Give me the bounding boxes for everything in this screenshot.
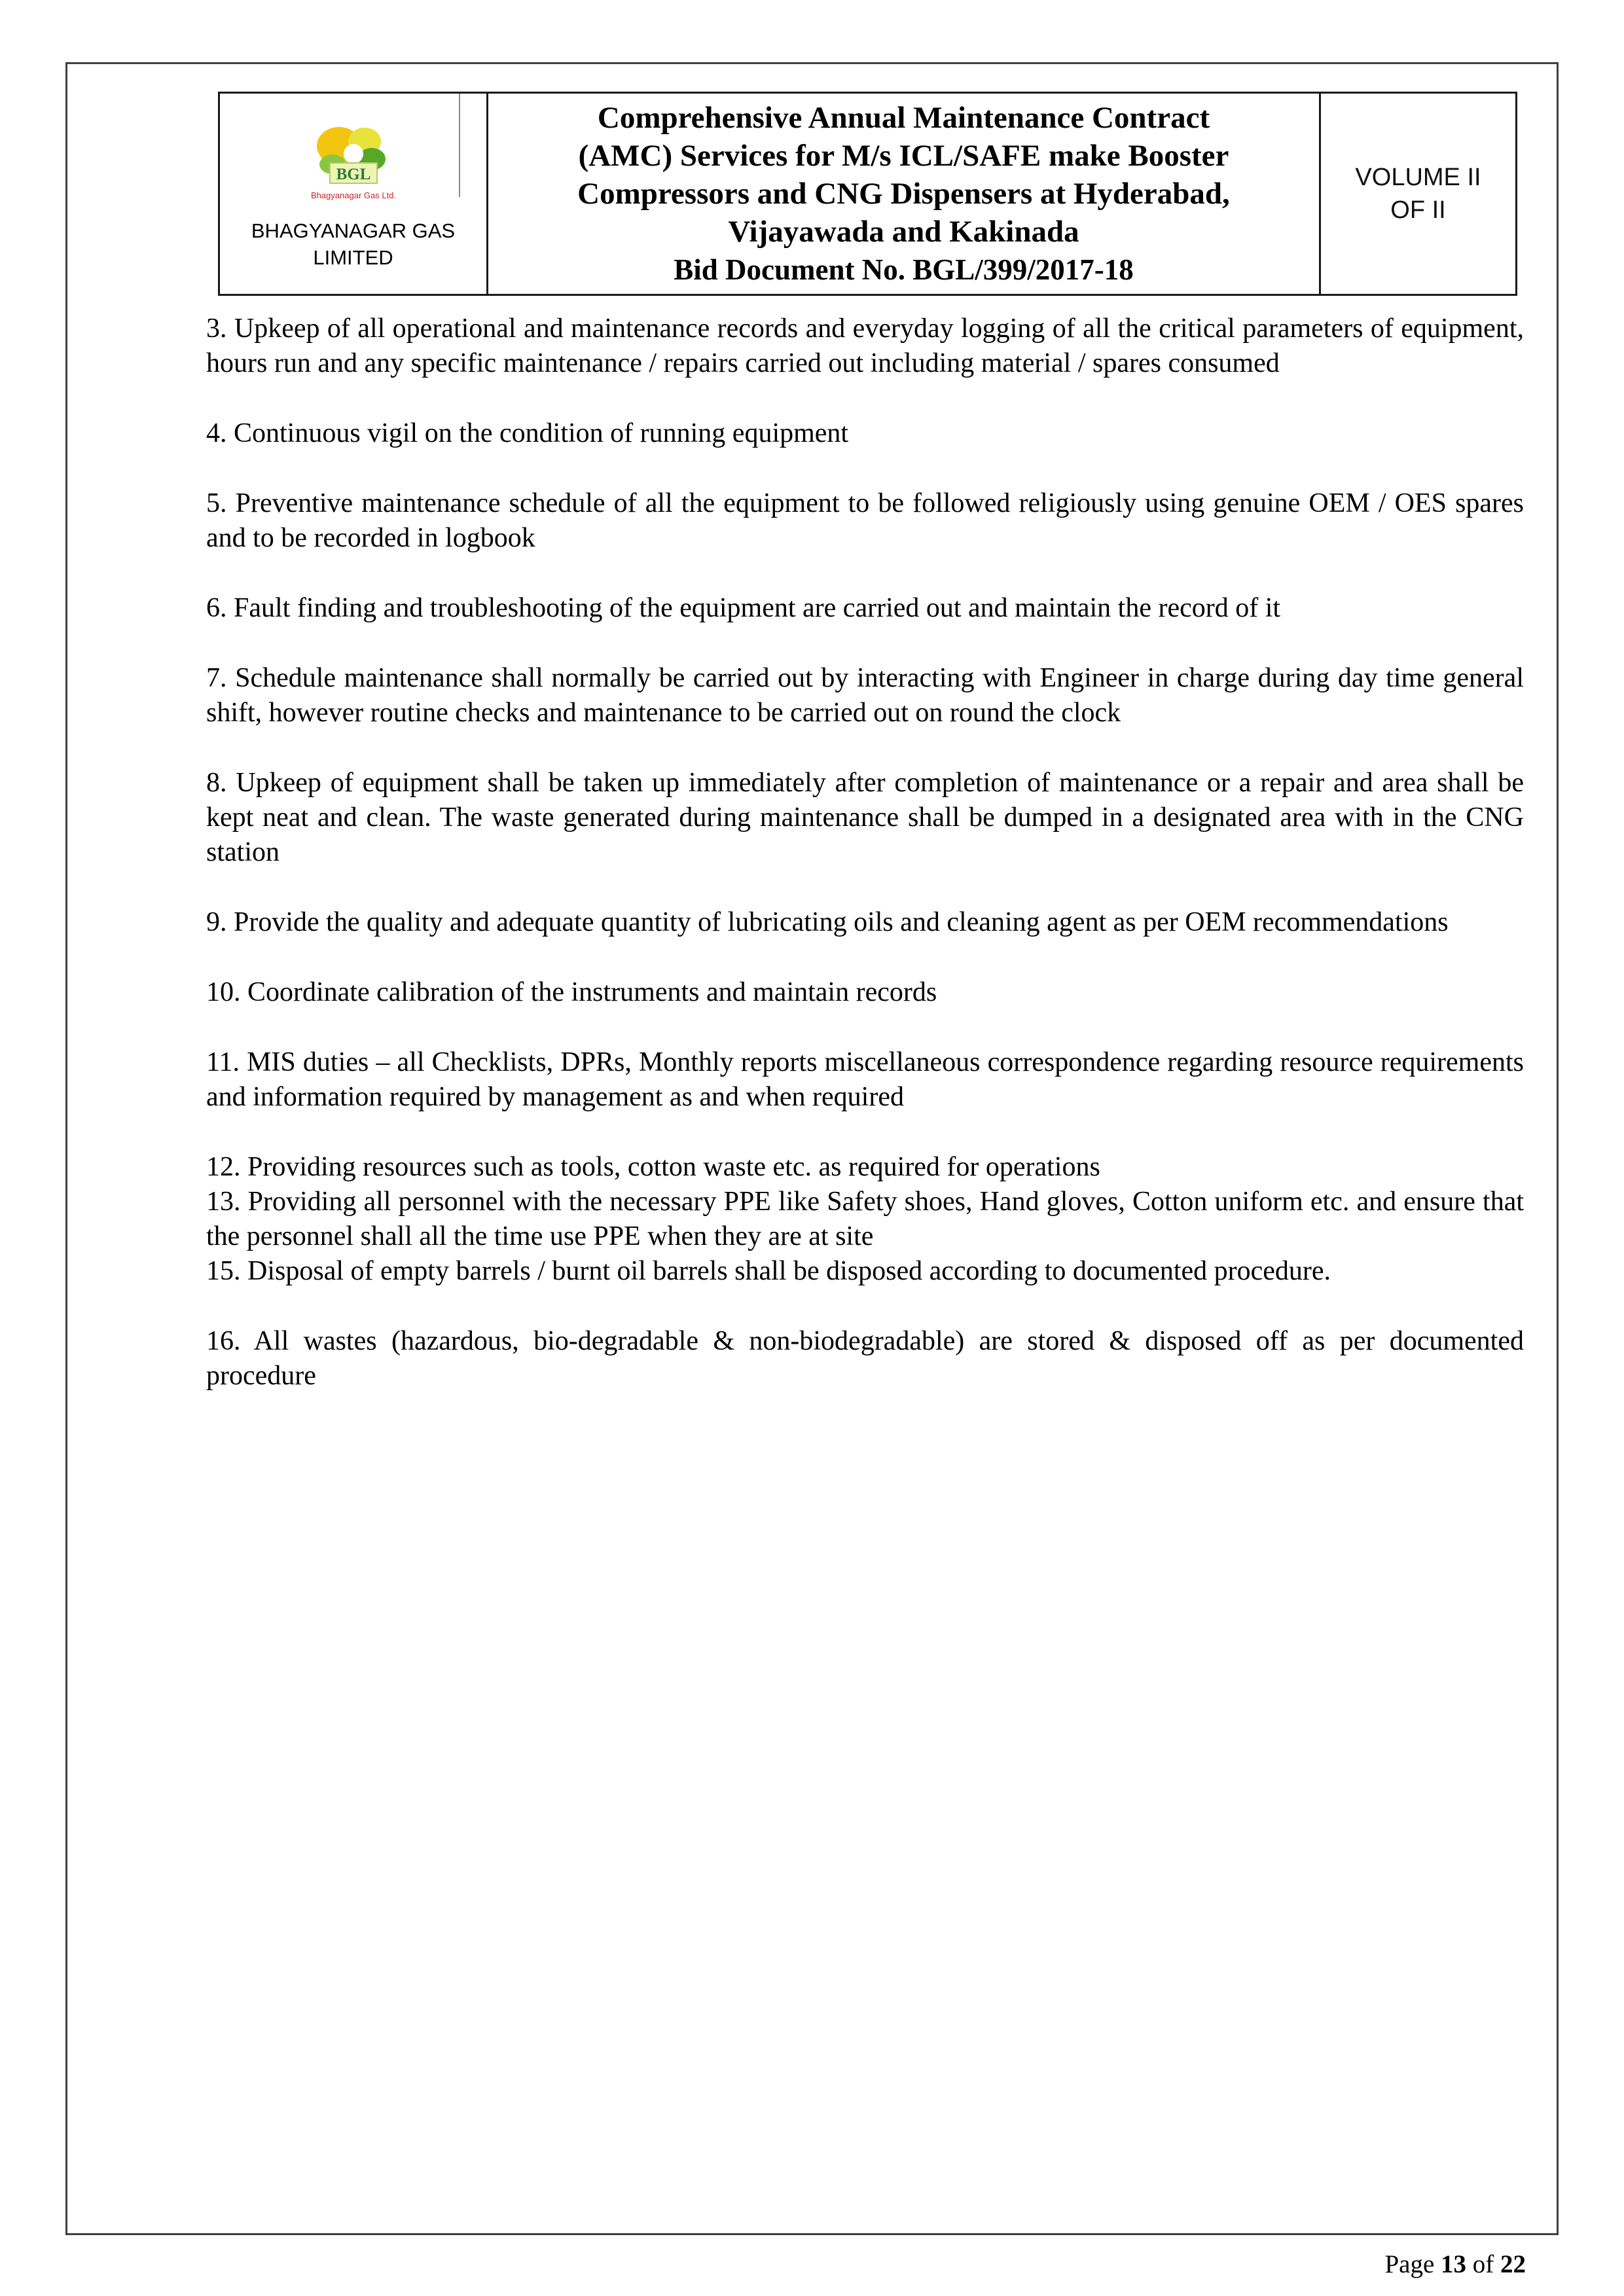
header-title-line: Vijayawada and Kakinada bbox=[728, 215, 1079, 249]
paragraph: 8. Upkeep of equipment shall be taken up immediately after completion of maintenance or a repair and area shall be kept neat and clean. The waste generated during maintenance shall be dumped in a designated area with in the CNG station bbox=[206, 768, 1524, 867]
page-border bbox=[65, 62, 1559, 2235]
paragraph: 12. Providing resources such as tools, cotton waste etc. as required for operations bbox=[206, 1152, 1100, 1182]
page-footer bbox=[1384, 2250, 1526, 2279]
org-name-line1: BHAGYANAGAR GAS bbox=[251, 219, 456, 242]
footer-page-total: 22 bbox=[1500, 2250, 1526, 2278]
org-name-line2: LIMITED bbox=[313, 246, 393, 269]
header-title-lines bbox=[500, 99, 1307, 251]
page-content bbox=[67, 64, 1557, 1393]
paragraph: 3. Upkeep of all operational and maintenance records and everyday logging of all the critical parameters of equipment, hours run and any specific maintenance / repairs carried out including material / spares consumed bbox=[206, 314, 1524, 378]
header-title-line: Comprehensive Annual Maintenance Contract bbox=[597, 101, 1210, 135]
paragraph: 15. Disposal of empty barrels / burnt oil barrels shall be disposed according to documented procedure. bbox=[206, 1256, 1331, 1286]
volume-line1: VOLUME II bbox=[1355, 164, 1481, 191]
logo-tagline: Bhagyanagar Gas Ltd. bbox=[310, 190, 396, 200]
volume-line2: OF II bbox=[1390, 196, 1446, 224]
paragraph: 7. Schedule maintenance shall normally be carried out by interacting with Engineer in charge during day time general shift, however routine checks and maintenance to be carried out on round the clock bbox=[206, 663, 1524, 728]
paragraph: 6. Fault finding and troubleshooting of the equipment are carried out and maintain the record of it bbox=[206, 593, 1281, 623]
header-logo-cell bbox=[219, 93, 488, 295]
body-paragraphs bbox=[206, 312, 1524, 1393]
header-title-cell bbox=[488, 93, 1320, 295]
bid-document-number: Bid Document No. BGL/399/2017-18 bbox=[674, 253, 1134, 286]
paragraph: 5. Preventive maintenance schedule of all the equipment to be followed religiously using genuine OEM / OES spares and to be recorded in logbook bbox=[206, 488, 1524, 553]
paragraph: 10. Coordinate calibration of the instruments and maintain records bbox=[206, 977, 937, 1007]
paragraph: 11. MIS duties – all Checklists, DPRs, Monthly reports miscellaneous correspondence regarding resource requirements and information required by management as and when required bbox=[206, 1047, 1524, 1112]
paragraph: 13. Providing all personnel with the necessary PPE like Safety shoes, Hand gloves, Cotton uniform etc. and ensure that the personnel shall all the time use PPE when they are at site bbox=[206, 1187, 1524, 1251]
footer-page-number: 13 bbox=[1441, 2250, 1466, 2278]
logo-divider bbox=[459, 94, 460, 197]
paragraph: 16. All wastes (hazardous, bio-degradable & non-biodegradable) are stored & disposed off as per documented procedure bbox=[206, 1326, 1524, 1391]
footer-label-of: of bbox=[1472, 2250, 1494, 2278]
header-title-line: (AMC) Services for M/s ICL/SAFE make Booster bbox=[578, 139, 1229, 173]
logo-monogram: BGL bbox=[336, 166, 370, 183]
paragraph: 9. Provide the quality and adequate quantity of lubricating oils and cleaning agent as per OEM recommendations bbox=[206, 907, 1449, 937]
header-table bbox=[218, 92, 1517, 296]
footer-label-page: Page bbox=[1384, 2250, 1435, 2278]
header-title-line: Compressors and CNG Dispensers at Hyderabad, bbox=[577, 177, 1230, 211]
company-logo-icon bbox=[297, 118, 410, 217]
header-volume-cell bbox=[1320, 93, 1517, 295]
paragraph: 4. Continuous vigil on the condition of running equipment bbox=[206, 418, 849, 448]
